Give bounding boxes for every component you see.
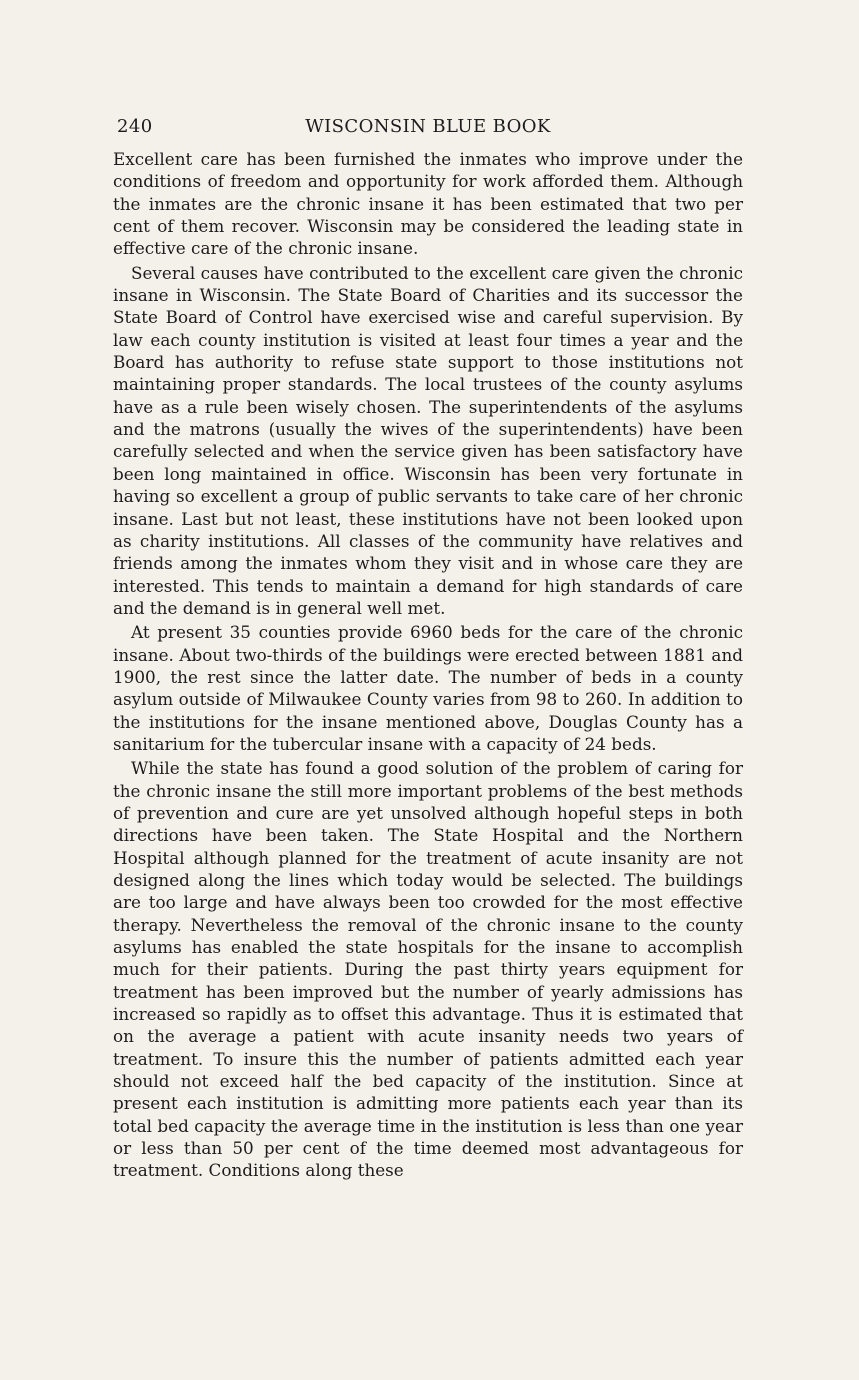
paragraph-prevention-cure: While the state has found a good solution of the problem of caring for the chronic insane the still more important problems of the best methods of prevention and cure are yet unsolved although hopeful steps in both directions have been taken. The State Hospital and the Northern Hospital although planned for the treatment of acute insanity are not designed along the lines which today would be selected. The buildings are too large and have always been too crowded for the most effective therapy. Nevertheless the removal of the chronic insane to the county asylums has enabled the state hospitals for the insane to accomplish much for their patients. During the past thirty years equipment for treatment has been improved but the number of yearly admissions has increased so rapidly as to offset this advantage. Thus it is estimated that on the average a patient with acute insanity needs two years of treatment. To insure this the number of patients admitted each year should not exceed half the bed capacity of the institution. Since at present each institution is admitting more patients each year than its total bed capacity the average time in the institution is less than one year or less than 50 per cent of the time deemed most advantageous for treatment. Conditions along these — [113, 758, 743, 1181]
book-page — [113, 114, 743, 1184]
page-header — [113, 114, 743, 144]
page-number: 240 — [117, 116, 153, 137]
running-title: WISCONSIN BLUE BOOK — [305, 116, 551, 137]
paragraph-care-furnished: Excellent care has been furnished the inmates who improve under the conditions of freedom and opportunity for work afforded them. Although the inmates are the chronic insane it has been estimated that two per cent of them recover. Wisconsin may be considered the leading state in effective care of the chronic insane. — [113, 149, 743, 259]
body-text — [113, 148, 743, 1182]
paragraph-counties-beds: At present 35 counties provide 6960 beds for the care of the chronic insane. About two-thirds of the buildings were erected between 1881 and 1900, the rest since the latter date. The number of beds in a county asylum outside of Milwaukee County varies from 98 to 260. In addition to the institutions for the insane mentioned above, Douglas County has a sanitarium for the tubercular insane with a capacity of 24 beds. — [113, 622, 743, 754]
paragraph-causes: Several causes have contributed to the excellent care given the chronic insane in Wisconsin. The State Board of Charities and its successor the State Board of Control have exercised wise and careful supervision. By law each county institution is visited at least four times a year and the Board has authority to refuse state support to those institutions not maintaining proper standards. The local trustees of the county asylums have as a rule been wisely chosen. The superintendents of the asylums and the matrons (usually the wives of the superintendents) have been carefully selected and when the service given has been satisfactory have been long maintained in office. Wisconsin has been very fortunate in having so excellent a group of public servants to take care of her chronic insane. Last but not least, these institutions have not been looked upon as charity institutions. All classes of the community have relatives and friends among the inmates whom they visit and in whose care they are interested. This tends to maintain a demand for high standards of care and the demand is in general well met. — [113, 262, 743, 618]
